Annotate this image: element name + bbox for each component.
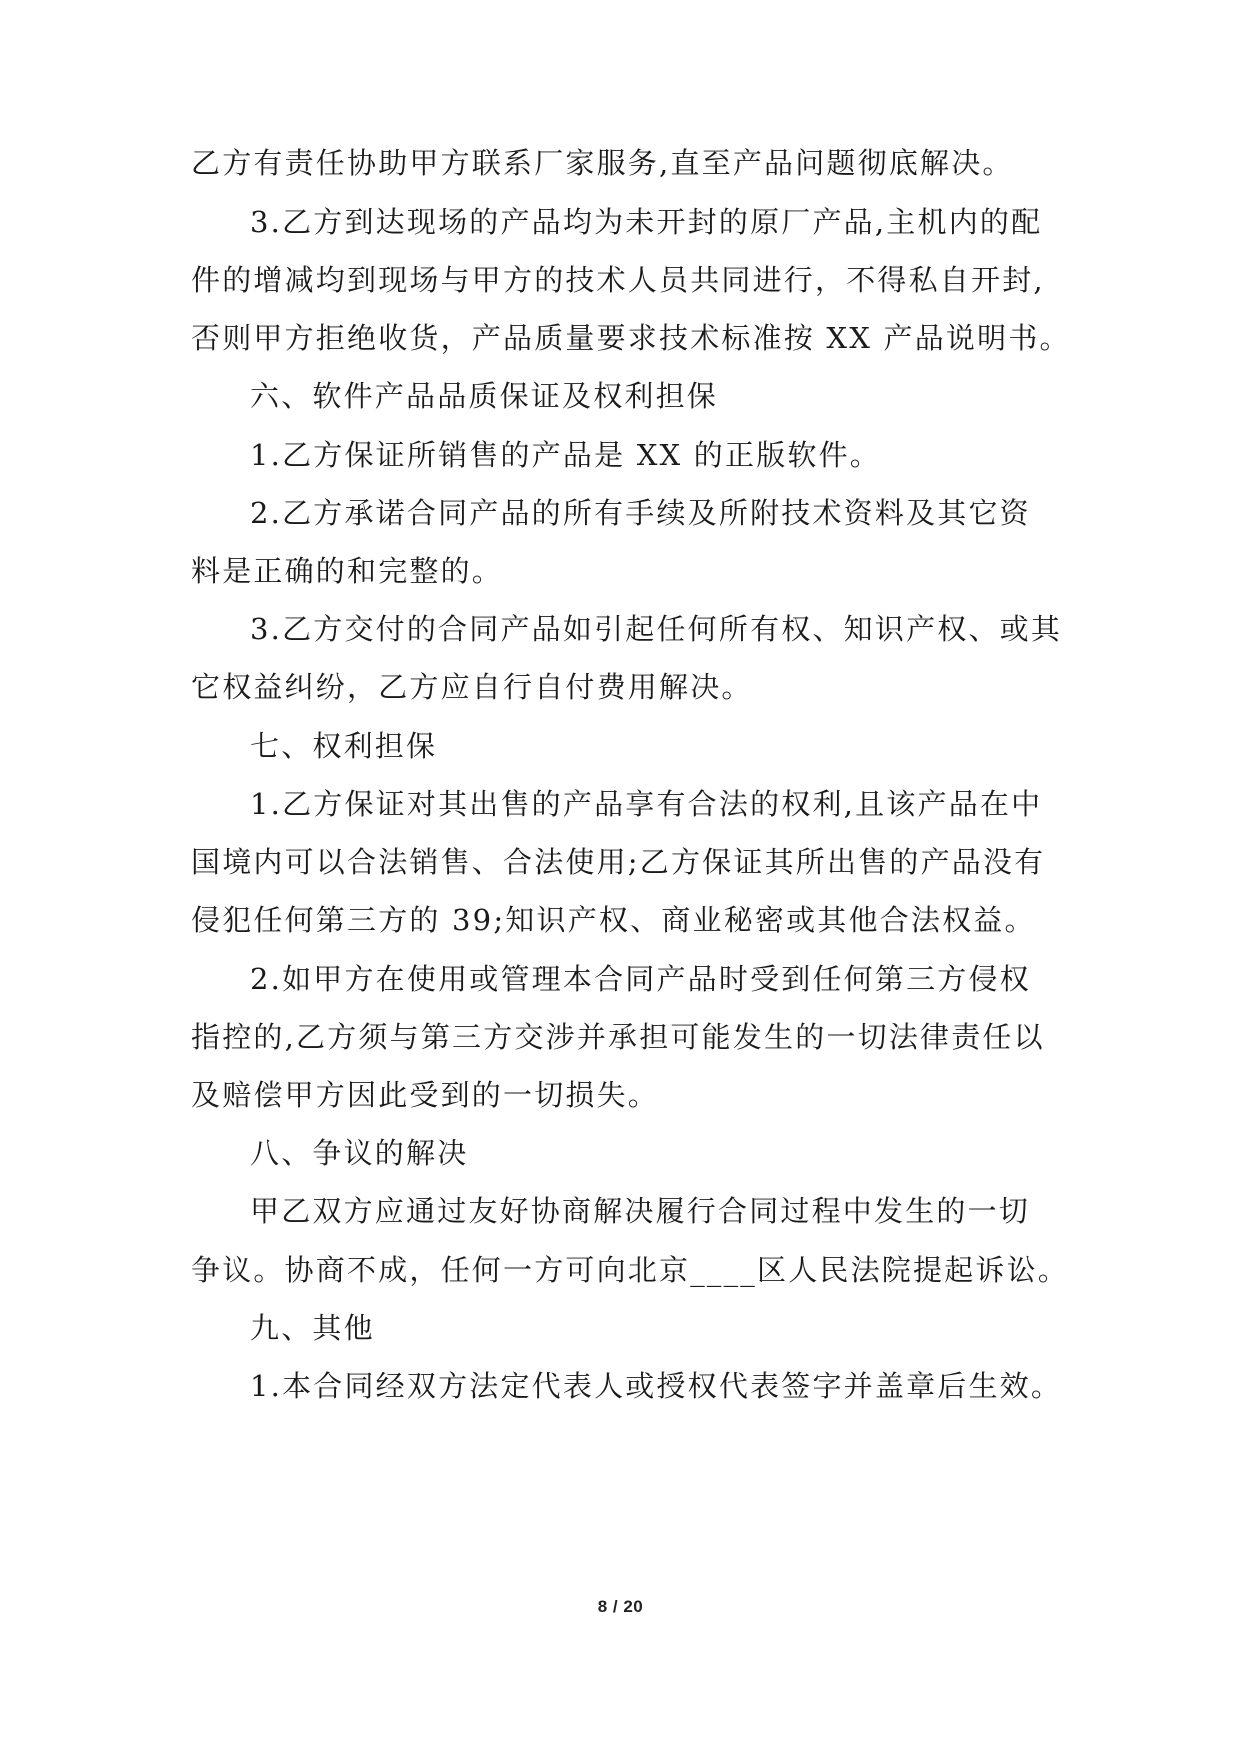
paragraph-line: 件的增减均到现场与甲方的技术人员共同进行，不得私自开封, [191, 263, 1045, 297]
paragraph-line: 3.乙方到达现场的产品均为未开封的原厂产品,主机内的配 [250, 205, 1043, 239]
page-number: 8 / 20 [597, 1597, 644, 1616]
paragraph-line: 指控的,乙方须与第三方交涉并承担可能发生的一切法律责任以 [191, 1020, 1045, 1054]
paragraph-line: 1.乙方保证对其出售的产品享有合法的权利,且该产品在中 [250, 787, 1043, 821]
paragraph-line: 它权益纠纷，乙方应自行自付费用解决。 [191, 670, 753, 704]
paragraph-line: 2.如甲方在使用或管理本合同产品时受到任何第三方侵权 [250, 962, 1031, 996]
paragraph-line: 争议。协商不成，任何一方可向北京____区人民法院提起诉讼。 [191, 1253, 1070, 1287]
paragraph-line: 及赔偿甲方因此受到的一切损失。 [191, 1078, 660, 1112]
section-heading: 八、争议的解决 [250, 1136, 469, 1170]
paragraph-line: 1.本合同经双方法定代表人或授权代表签字并盖章后生效。 [250, 1369, 1063, 1403]
paragraph-line: 1.乙方保证所销售的产品是 XX 的正版软件。 [250, 438, 881, 472]
section-heading: 六、软件产品品质保证及权利担保 [250, 379, 719, 413]
paragraph-line: 否则甲方拒绝收货，产品质量要求技术标准按 XX 产品说明书。 [191, 321, 1071, 355]
paragraph-line: 乙方有责任协助甲方联系厂家服务,直至产品问题彻底解决。 [191, 146, 1014, 180]
paragraph-line: 料是正确的和完整的。 [191, 554, 504, 588]
paragraph-line: 甲乙双方应通过友好协商解决履行合同过程中发生的一切 [250, 1194, 1031, 1228]
section-heading: 七、权利担保 [250, 729, 438, 763]
section-heading: 九、其他 [250, 1311, 375, 1345]
paragraph-line: 国境内可以合法销售、合法使用;乙方保证其所出售的产品没有 [191, 845, 1046, 879]
paragraph-line: 3.乙方交付的合同产品如引起任何所有权、知识产权、或其 [250, 612, 1063, 646]
paragraph-line: 2.乙方承诺合同产品的所有手续及所附技术资料及其它资 [250, 496, 1031, 530]
paragraph-line: 侵犯任何第三方的 39;知识产权、商业秘密或其他合法权益。 [191, 903, 1036, 937]
